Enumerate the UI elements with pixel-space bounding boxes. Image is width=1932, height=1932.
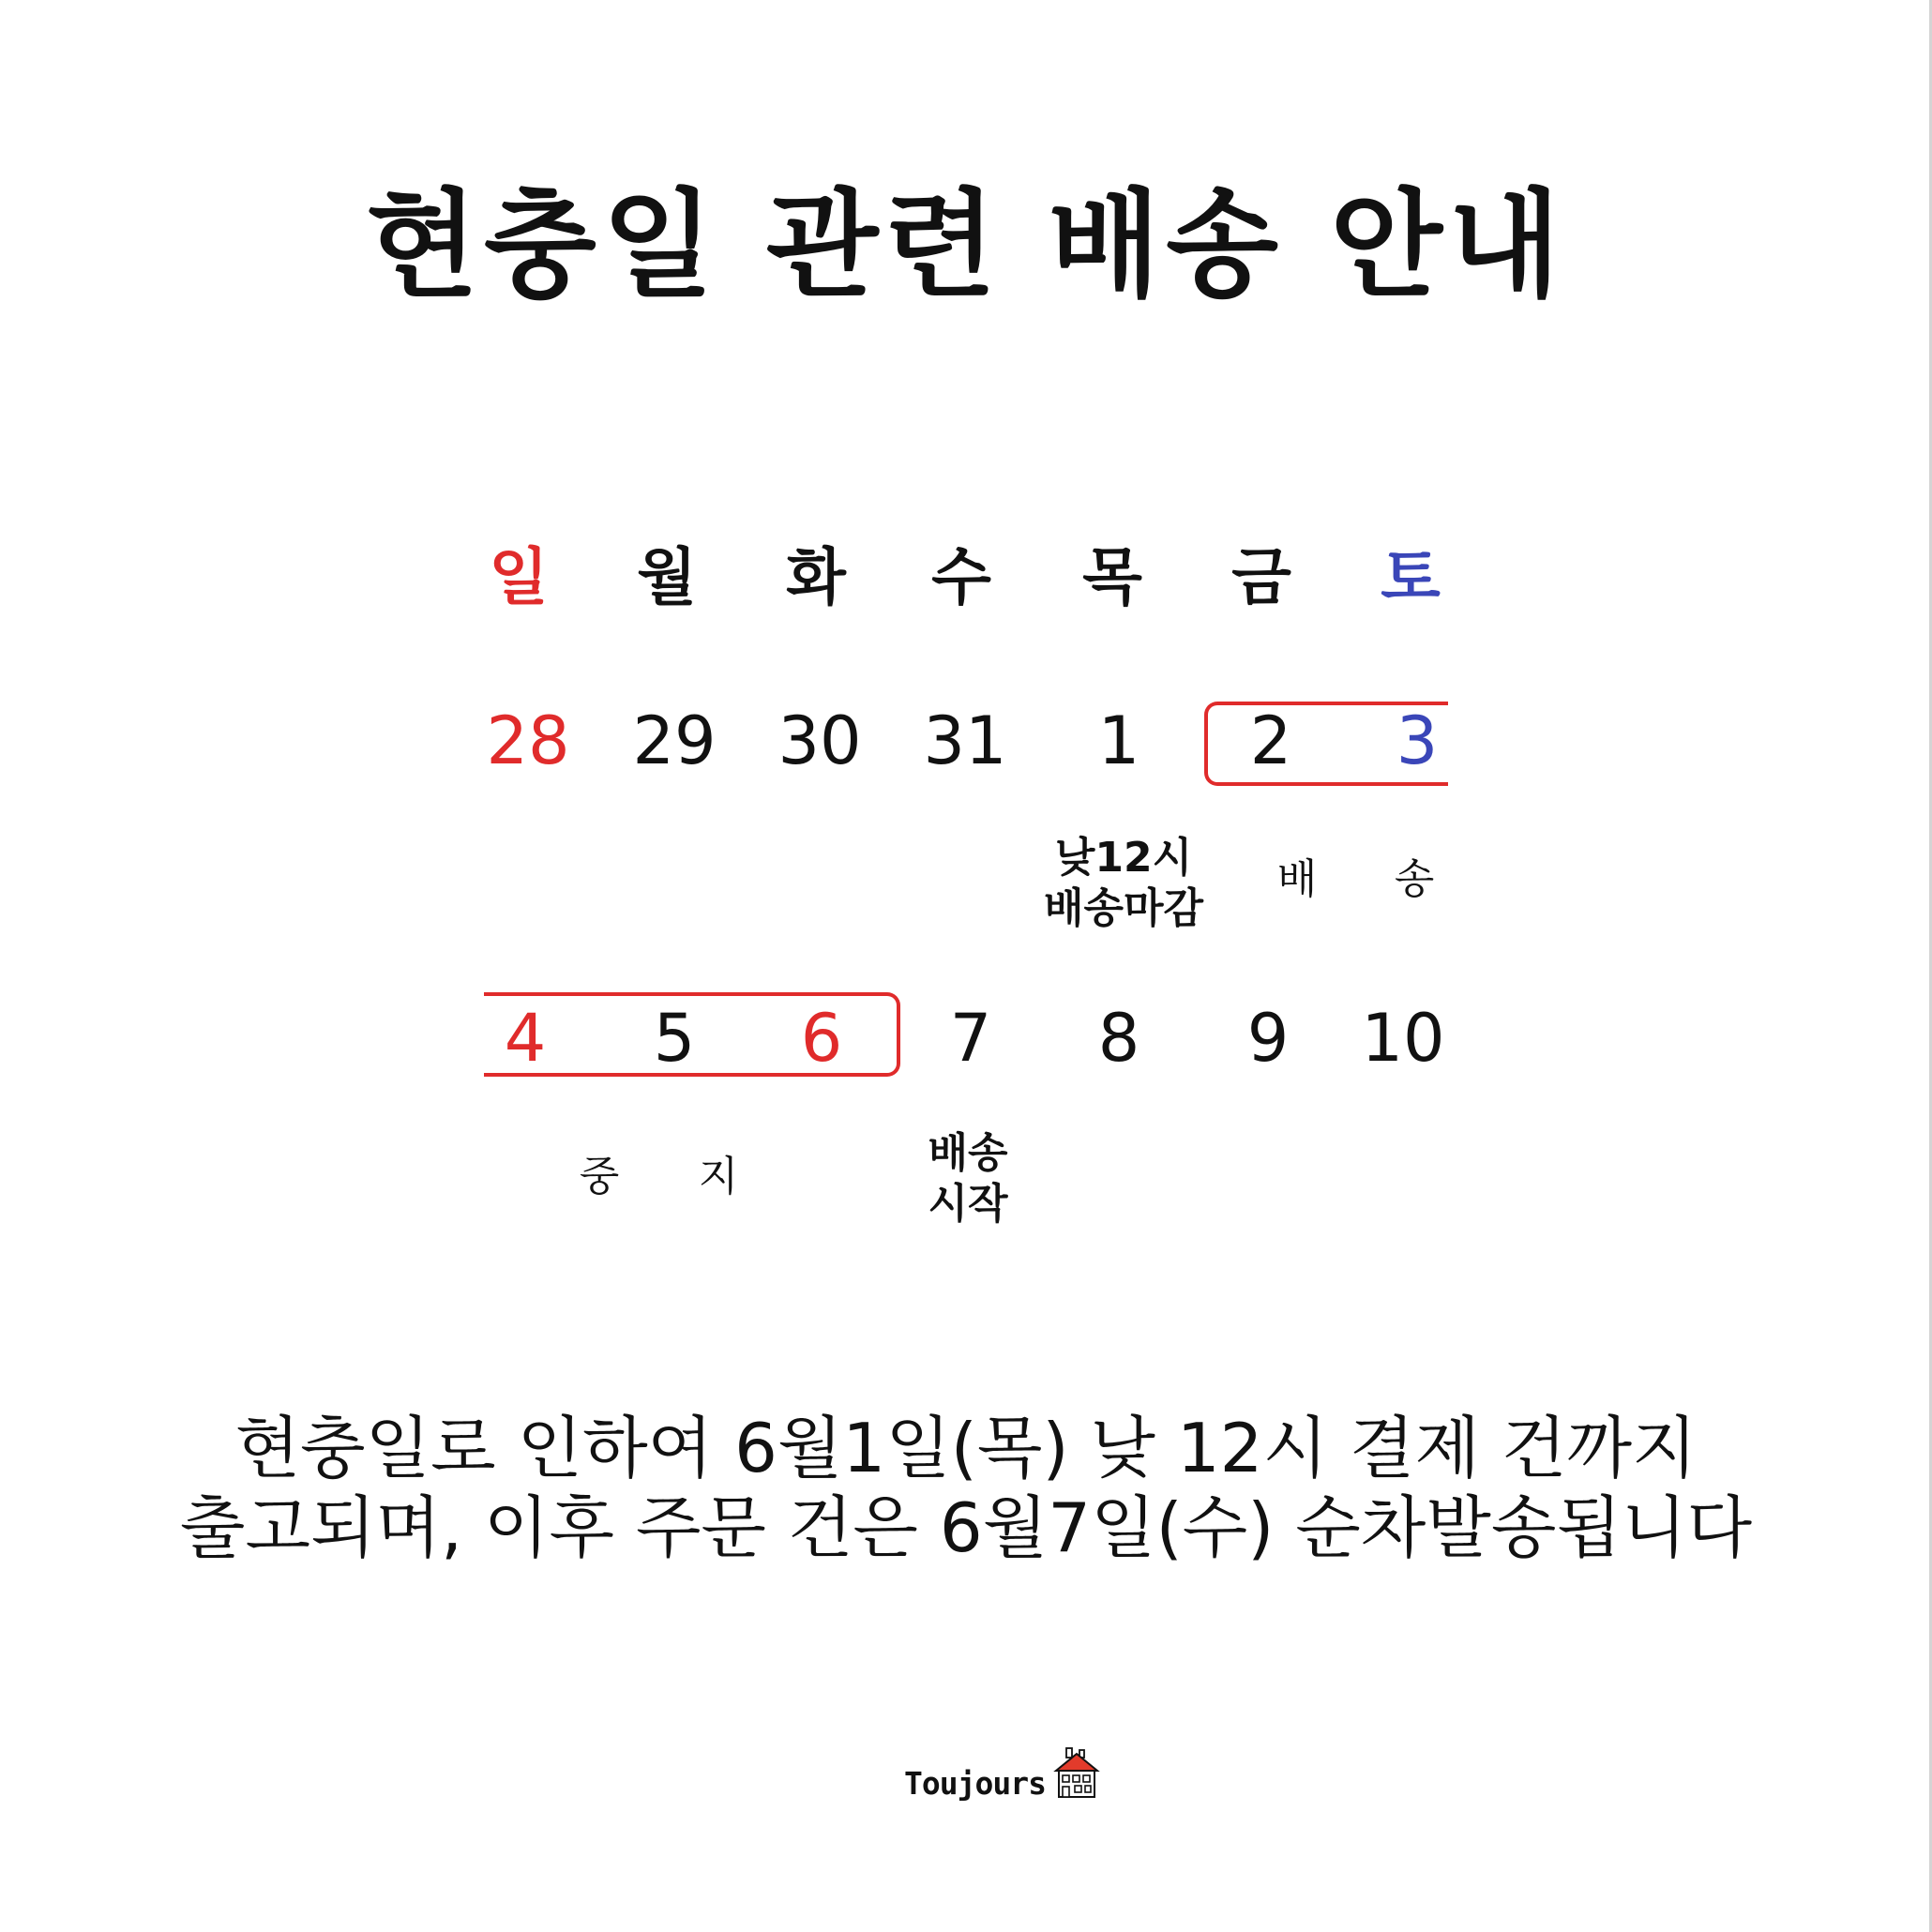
description-line-2: 출고되며, 이후 주문 건은 6월7일(수) 순차발송됩니다 <box>179 1488 1753 1567</box>
start-note-line2: 시작 <box>928 1179 1008 1228</box>
cutoff-note <box>1044 833 1203 933</box>
date-1: 1 <box>1097 702 1140 779</box>
weekday-fri: 금 <box>1231 541 1291 613</box>
date-9: 9 <box>1246 1000 1290 1077</box>
date-31: 31 <box>923 702 1007 779</box>
date-8: 8 <box>1097 1000 1140 1077</box>
weekday-tue: 화 <box>786 541 846 613</box>
weekday-thu: 목 <box>1082 541 1142 613</box>
date-28: 28 <box>486 702 570 779</box>
cutoff-note-line2: 배송마감 <box>1043 883 1204 932</box>
date-30: 30 <box>777 702 862 779</box>
date-7: 7 <box>949 1000 992 1077</box>
date-6: 6 <box>800 1000 843 1077</box>
cutoff-note-line1: 낮12시 <box>1054 834 1193 882</box>
date-2: 2 <box>1249 702 1292 779</box>
weekday-sat: 토 <box>1381 541 1441 613</box>
weekday-mon: 월 <box>637 541 697 613</box>
stop-note-1: 중 <box>579 1153 620 1200</box>
stop-note-2: 지 <box>698 1153 739 1200</box>
date-29: 29 <box>632 702 717 779</box>
date-5: 5 <box>653 1000 696 1077</box>
delivery-note-1: 배 <box>1276 855 1318 903</box>
house-icon <box>1053 1746 1100 1799</box>
start-note-line1: 배송 <box>928 1129 1008 1177</box>
weekday-sun: 일 <box>489 541 549 613</box>
date-10: 10 <box>1361 1000 1445 1077</box>
description-line-1: 현충일로 인하여 6월1일(목) 낮 12시 결제 건까지 <box>234 1409 1698 1487</box>
delivery-note-2: 송 <box>1394 855 1435 903</box>
date-4: 4 <box>504 1000 547 1077</box>
page-title: 현충일 관련 배송 안내 <box>366 178 1566 313</box>
brand-logo <box>904 1746 1100 1802</box>
start-note <box>928 1128 1007 1229</box>
date-3: 3 <box>1396 702 1439 779</box>
weekday-wed: 수 <box>931 541 991 613</box>
logo-text: Toujours <box>904 1765 1046 1802</box>
